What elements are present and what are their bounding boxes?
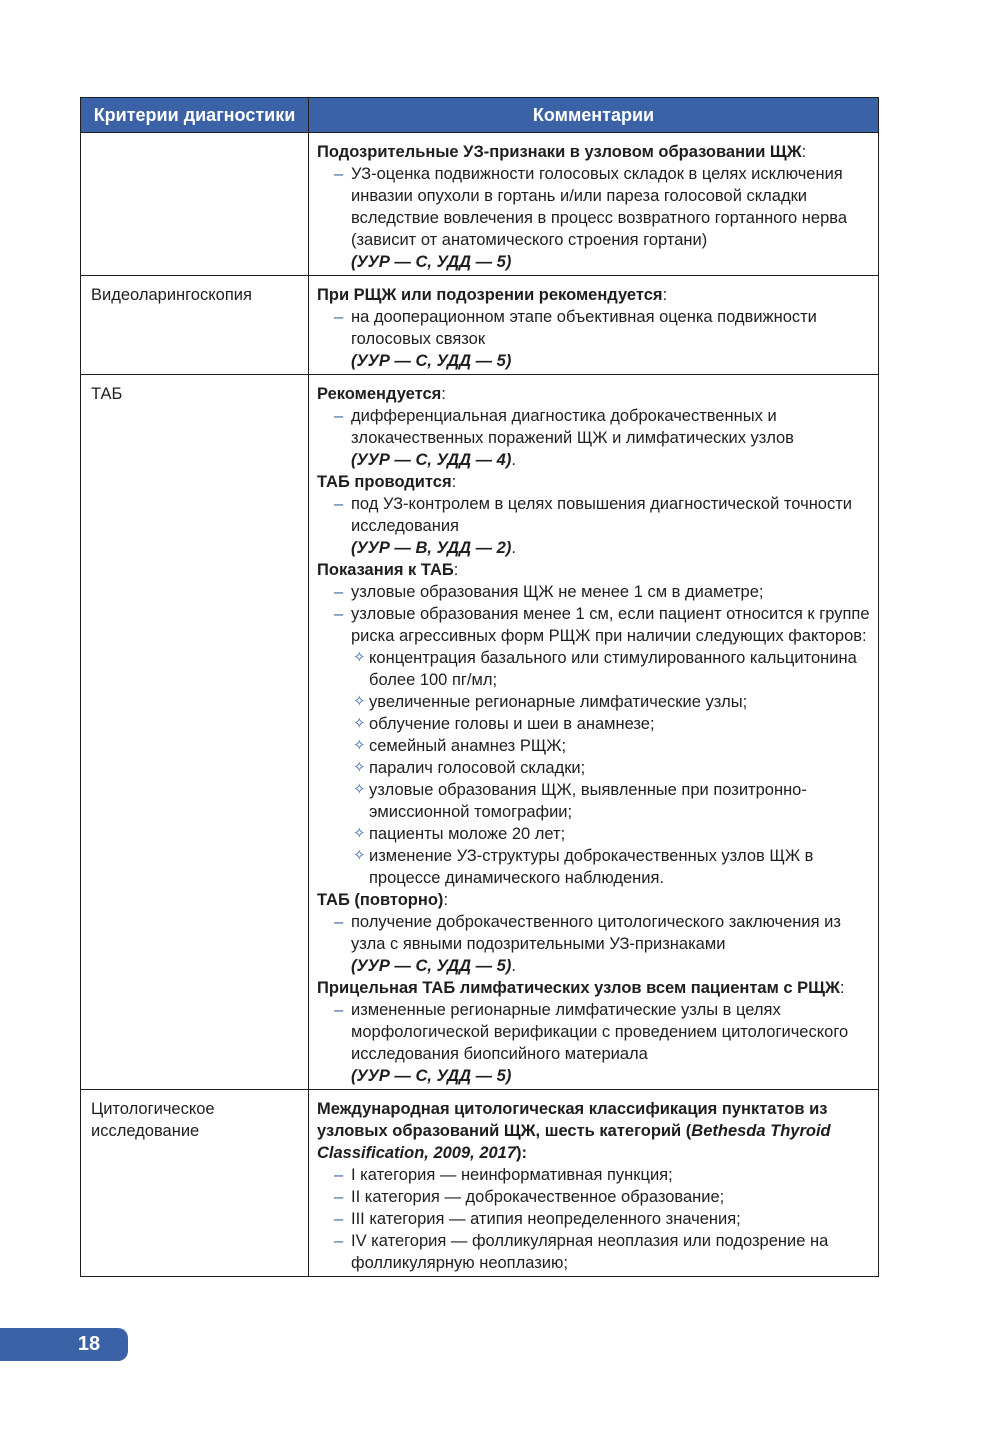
criteria-cell [81, 133, 309, 276]
diamond-bullet-icon: ✧ [353, 759, 366, 776]
list-item: – IV категория — фолликулярная неоплазия или подозрение на фолликулярную неоплазию; [317, 1230, 870, 1274]
table-header-row [81, 98, 879, 133]
block-heading: ТАБ проводится: [317, 473, 457, 491]
diamond-bullet-icon: ✧ [353, 649, 366, 666]
list-item: – III категория — атипия неопределенного значения; [317, 1208, 870, 1230]
factor-text: облучение головы и шеи в анамнезе; [369, 715, 655, 733]
diamond-bullet-icon: ✧ [353, 781, 366, 798]
table-row [81, 375, 879, 1090]
list-item: – I категория — неинформативная пункция; [317, 1164, 870, 1186]
table-row [81, 133, 879, 276]
table-row [81, 1090, 879, 1277]
header-criteria: Критерии диагностики [81, 98, 309, 133]
page-number: 18 [77, 1333, 101, 1355]
factor-item [317, 735, 870, 757]
comments-cell [309, 276, 879, 375]
page-number-tab [0, 1328, 128, 1361]
factor-text: концентрация базального или стимулированного кальцитонина более 100 пг/мл; [369, 649, 857, 689]
evidence-ref: (УУР — С, УДД — 5). [351, 957, 516, 975]
comments-cell [309, 133, 879, 276]
diagnostics-table [80, 97, 879, 1277]
factor-text: узловые образования ЩЖ, выявленные при позитронно-эмиссионной томографии; [369, 781, 807, 821]
list-item: – измененные регионарные лимфатические узлы в целях морфологической верификации с проведением цитологического исследования биопсийного материала [317, 999, 870, 1065]
block-heading: Подозрительные УЗ-признаки в узловом образовании ЩЖ: [317, 143, 807, 161]
factor-item [317, 757, 870, 779]
factor-text: изменение УЗ-структуры доброкачественных узлов ЩЖ в процессе динамического наблюдения. [369, 847, 814, 887]
diamond-bullet-icon: ✧ [353, 715, 366, 732]
factor-item [317, 779, 870, 823]
header-comments: Комментарии [309, 98, 879, 133]
block-heading: Показания к ТАБ: [317, 561, 459, 579]
list-item: – узловые образования менее 1 см, если пациент относится к группе риска агрессивных форм РЩЖ при наличии следующих факторов: [317, 603, 870, 647]
block-heading: Международная цитологическая классификация пунктатов из узловых образований ЩЖ, шесть категорий (Bethesda Thyroid Classification, 2009, 2017): [317, 1100, 831, 1162]
criteria-cell: ТАБ [81, 375, 309, 1090]
factor-text: увеличенные регионарные лимфатические узлы; [369, 693, 748, 711]
block-heading: Рекомендуется: [317, 385, 446, 403]
factor-item [317, 713, 870, 735]
diamond-bullet-icon: ✧ [353, 847, 366, 864]
block-heading: Прицельная ТАБ лимфатических узлов всем пациентам с РЩЖ: [317, 979, 845, 997]
factor-item [317, 845, 870, 889]
factor-text: паралич голосовой складки; [369, 759, 586, 777]
evidence-ref: (УУР — В, УДД — 2). [351, 539, 516, 557]
evidence-ref: (УУР — С, УДД — 5) [351, 1067, 512, 1085]
list-item: – под УЗ-контролем в целях повышения диагностической точности исследования [317, 493, 870, 537]
factor-text: семейный анамнез РЩЖ; [369, 737, 567, 755]
diamond-bullet-icon: ✧ [353, 737, 366, 754]
list-item: – II категория — доброкачественное образование; [317, 1186, 870, 1208]
criteria-cell: Цитологическое исследование [81, 1090, 309, 1277]
criteria-cell: Видеоларингоскопия [81, 276, 309, 375]
list-item: – УЗ-оценка подвижности голосовых складок в целях исключения инвазии опухоли в гортань и/или пареза голосовой складки вследствие вовлечения в процесс возвратного гортанного нерва (зависит от анатомического строения гортани) [317, 163, 870, 251]
list-item: – узловые образования ЩЖ не менее 1 см в диаметре; [317, 581, 870, 603]
diamond-bullet-icon: ✧ [353, 693, 366, 710]
comments-cell [309, 375, 879, 1090]
factor-item [317, 823, 870, 845]
evidence-ref: (УУР — С, УДД — 5) [351, 352, 512, 370]
factor-list [317, 647, 870, 889]
block-heading: ТАБ (повторно): [317, 891, 449, 909]
block-heading: При РЩЖ или подозрении рекомендуется: [317, 286, 668, 304]
list-item: – получение доброкачественного цитологического заключения из узла с явными подозрительными УЗ-признаками [317, 911, 870, 955]
factor-item [317, 691, 870, 713]
table-row [81, 276, 879, 375]
evidence-ref: (УУР — С, УДД — 5) [351, 253, 512, 271]
factor-item [317, 647, 870, 691]
factor-text: пациенты моложе 20 лет; [369, 825, 566, 843]
list-item: – на дооперационном этапе объективная оценка подвижности голосовых связок [317, 306, 870, 350]
list-item: – дифференциальная диагностика доброкачественных и злокачественных поражений ЩЖ и лимфатических узлов [317, 405, 870, 449]
evidence-ref: (УУР — С, УДД — 4). [351, 451, 516, 469]
comments-cell [309, 1090, 879, 1277]
diamond-bullet-icon: ✧ [353, 825, 366, 842]
